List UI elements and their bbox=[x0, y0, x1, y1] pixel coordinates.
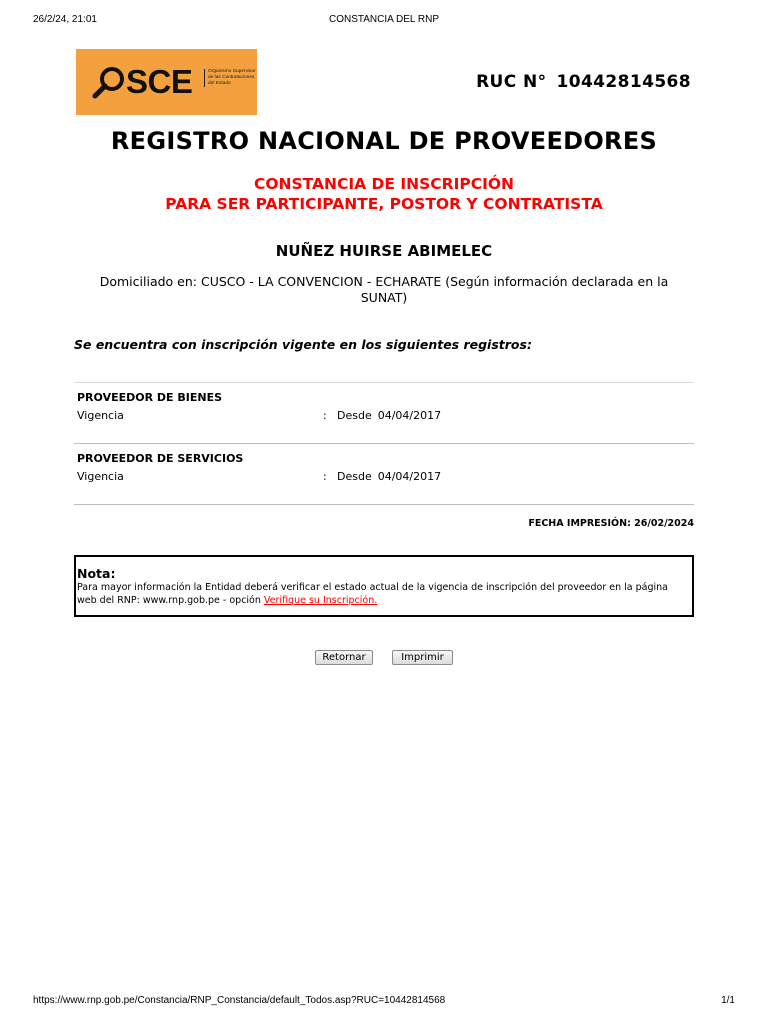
note-title: Nota: bbox=[77, 566, 116, 581]
validity-value bbox=[337, 470, 441, 483]
validity-date: 04/04/2017 bbox=[377, 470, 442, 483]
validity-value bbox=[337, 409, 441, 422]
print-header bbox=[0, 14, 768, 30]
validity-date: 04/04/2017 bbox=[377, 409, 442, 422]
validity-label: Vigencia bbox=[77, 470, 124, 483]
subtitle-line-2: PARA SER PARTICIPANTE, POSTOR Y CONTRATISTA bbox=[165, 195, 603, 213]
verify-registration-link[interactable]: Verifique su Inscripción. bbox=[263, 595, 378, 606]
registrations-intro: Se encuentra con inscripción vigente en los siguientes registros: bbox=[74, 337, 532, 352]
logo-brand-text: SCE bbox=[126, 63, 193, 100]
print-footer bbox=[0, 995, 768, 1011]
return-button[interactable]: Retornar bbox=[315, 650, 373, 665]
print-button[interactable]: Imprimir bbox=[392, 650, 453, 665]
page-number: 1/1 bbox=[721, 995, 735, 1006]
registry-list bbox=[74, 382, 694, 505]
subtitle-line-1: CONSTANCIA DE INSCRIPCIÓN bbox=[253, 175, 515, 193]
action-buttons bbox=[0, 650, 768, 668]
divider bbox=[74, 504, 694, 505]
osce-logo bbox=[76, 49, 257, 115]
print-date: FECHA IMPRESIÓN: 26/02/2024 bbox=[528, 518, 694, 529]
registry-row bbox=[74, 444, 694, 504]
ruc-heading bbox=[476, 72, 691, 92]
holder-name: NUÑEZ HUIRSE ABIMELEC bbox=[275, 242, 493, 260]
note-body bbox=[77, 581, 689, 607]
validity-colon: : bbox=[323, 409, 327, 422]
page-url: https://www.rnp.gob.pe/Constancia/RNP_Constancia/default_Todos.asp?RUC=10442814568 bbox=[33, 995, 446, 1006]
validity-colon: : bbox=[323, 470, 327, 483]
note-text: Para mayor información la Entidad deberá verificar el estado actual de la vigencia de inscripción del proveedor en la página web del RNP: www.rnp.gob.pe - opción bbox=[77, 582, 669, 606]
certificate-subtitle bbox=[0, 174, 768, 214]
validity-prefix: Desde bbox=[337, 470, 372, 483]
registry-row bbox=[74, 383, 694, 443]
registry-name: PROVEEDOR DE SERVICIOS bbox=[77, 452, 244, 465]
magnifier-icon bbox=[92, 65, 126, 99]
validity-prefix: Desde bbox=[337, 409, 372, 422]
registry-name: PROVEEDOR DE BIENES bbox=[77, 391, 223, 404]
domicile-text: Domiciliado en: CUSCO - LA CONVENCION - ECHARATE (Según información declarada en la SUNAT) bbox=[99, 274, 669, 305]
ruc-number: 10442814568 bbox=[556, 72, 691, 92]
ruc-label: RUC N° bbox=[476, 72, 547, 92]
logo-org-text: Organismo Supervisor de las Contrataciones del Estado bbox=[204, 69, 257, 87]
print-datetime: 26/2/24, 21:01 bbox=[33, 14, 97, 25]
page-title: REGISTRO NACIONAL DE PROVEEDORES bbox=[110, 127, 658, 155]
print-page-title: CONSTANCIA DEL RNP bbox=[328, 14, 440, 25]
note-box bbox=[74, 555, 694, 617]
validity-label: Vigencia bbox=[77, 409, 124, 422]
